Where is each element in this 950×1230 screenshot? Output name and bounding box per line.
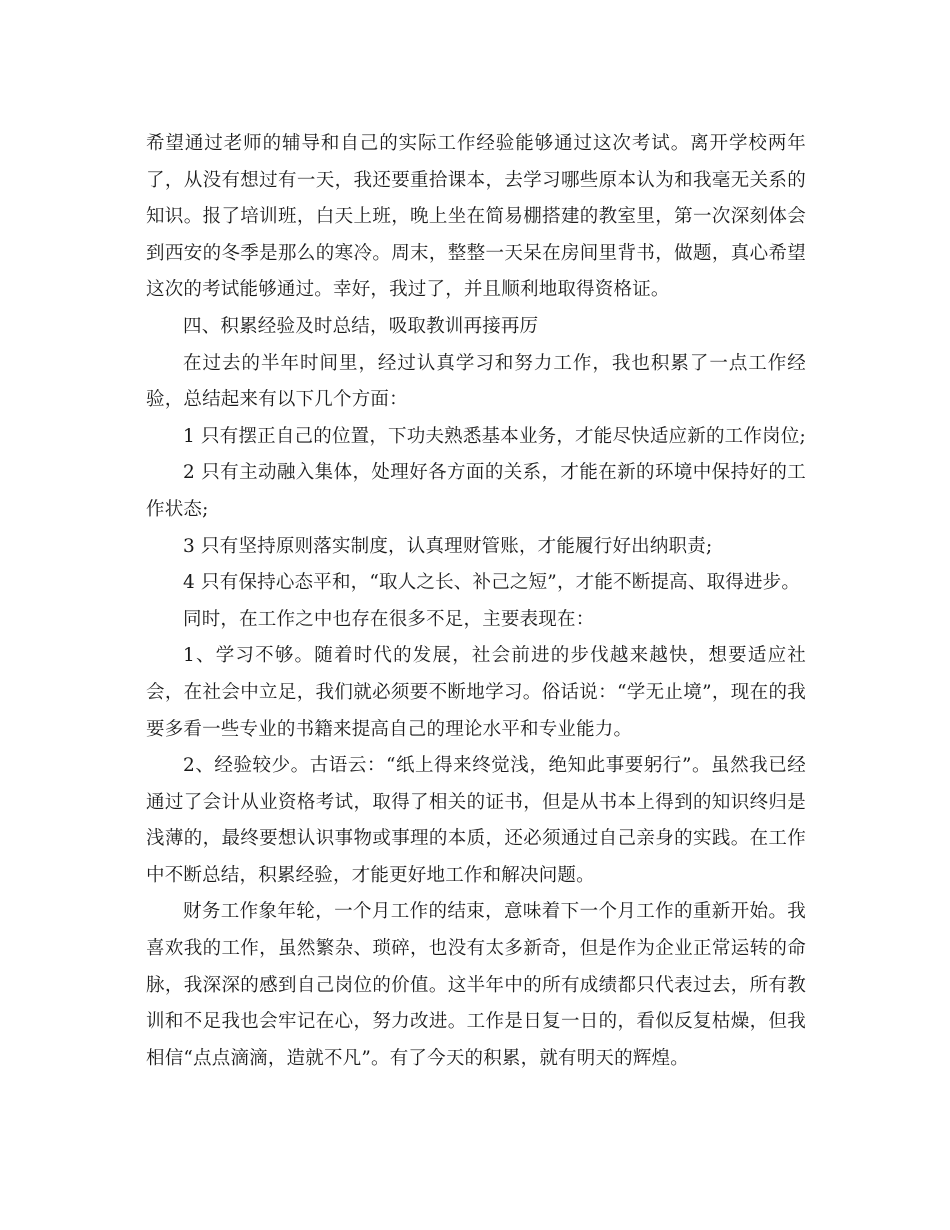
paragraph-shortcomings-intro: 同时，在工作之中也存在很多不足，主要表现在： [183, 608, 595, 630]
shortcoming-1: 1、学习不够。随着时代的发展，社会前进的步伐越来越快，想要适应社会，在社会中立足，我们就必须要不断地学习。俗话说：“学无止境”，现在的我要多看一些专业的书籍来提高自己的理论水平和专业能力。 [146, 645, 806, 740]
list-item-1: 1 只有摆正自己的位置，下功夫熟悉基本业务，才能尽快适应新的工作岗位; [183, 425, 806, 447]
list-item-2: 2 只有主动融入集体，处理好各方面的关系，才能在新的环境中保持好的工作状态; [146, 462, 806, 520]
paragraph-exam-continuation: 希望通过老师的辅导和自己的实际工作经验能够通过这次考试。离开学校两年了，从没有想过有一天，我还要重拾课本，去学习哪些原本认为和我毫无关系的知识。报了培训班，白天上班，晚上坐在简易棚搭建的教室里，第一次深刻体会到西安的冬季是那么的寒冷。周末，整整一天呆在房间里背书，做题，真心希望这次的考试能够通过。幸好，我过了，并且顺利地取得资格证。 [146, 133, 806, 301]
document-body [146, 126, 806, 1077]
paragraph-experience-intro: 在过去的半年时间里，经过认真学习和努力工作，我也积累了一点工作经验，总结起来有以下几个方面： [146, 352, 806, 411]
shortcoming-2: 2、经验较少。古语云：“纸上得来终觉浅，绝知此事要躬行”。虽然我已经通过了会计从业资格考试，取得了相关的证书，但是从书本上得到的知识终归是浅薄的，最终要想认识事物或事理的本质，还必须通过自己亲身的实践。在工作中不断总结，积累经验，才能更好地工作和解决问题。 [146, 755, 806, 886]
list-item-4: 4 只有保持心态平和，“取人之长、补己之短”，才能不断提高、取得进步。 [183, 572, 801, 594]
paragraph-conclusion: 财务工作象年轮，一个月工作的结束，意味着下一个月工作的重新开始。我喜欢我的工作，虽然繁杂、琐碎，也没有太多新奇，但是作为企业正常运转的命脉，我深深的感到自己岗位的价值。这半年中的所有成绩都只代表过去，所有教训和不足我也会牢记在心，努力改进。工作是日复一日的，看似反复枯燥，但我相信“点点滴滴，造就不凡”。有了今天的积累，就有明天的辉煌。 [146, 901, 806, 1069]
list-item-3: 3 只有坚持原则落实制度，认真理财管账，才能履行好出纳职责; [183, 535, 713, 557]
section-heading-4: 四、积累经验及时总结，吸取教训再接再厉 [183, 315, 539, 337]
